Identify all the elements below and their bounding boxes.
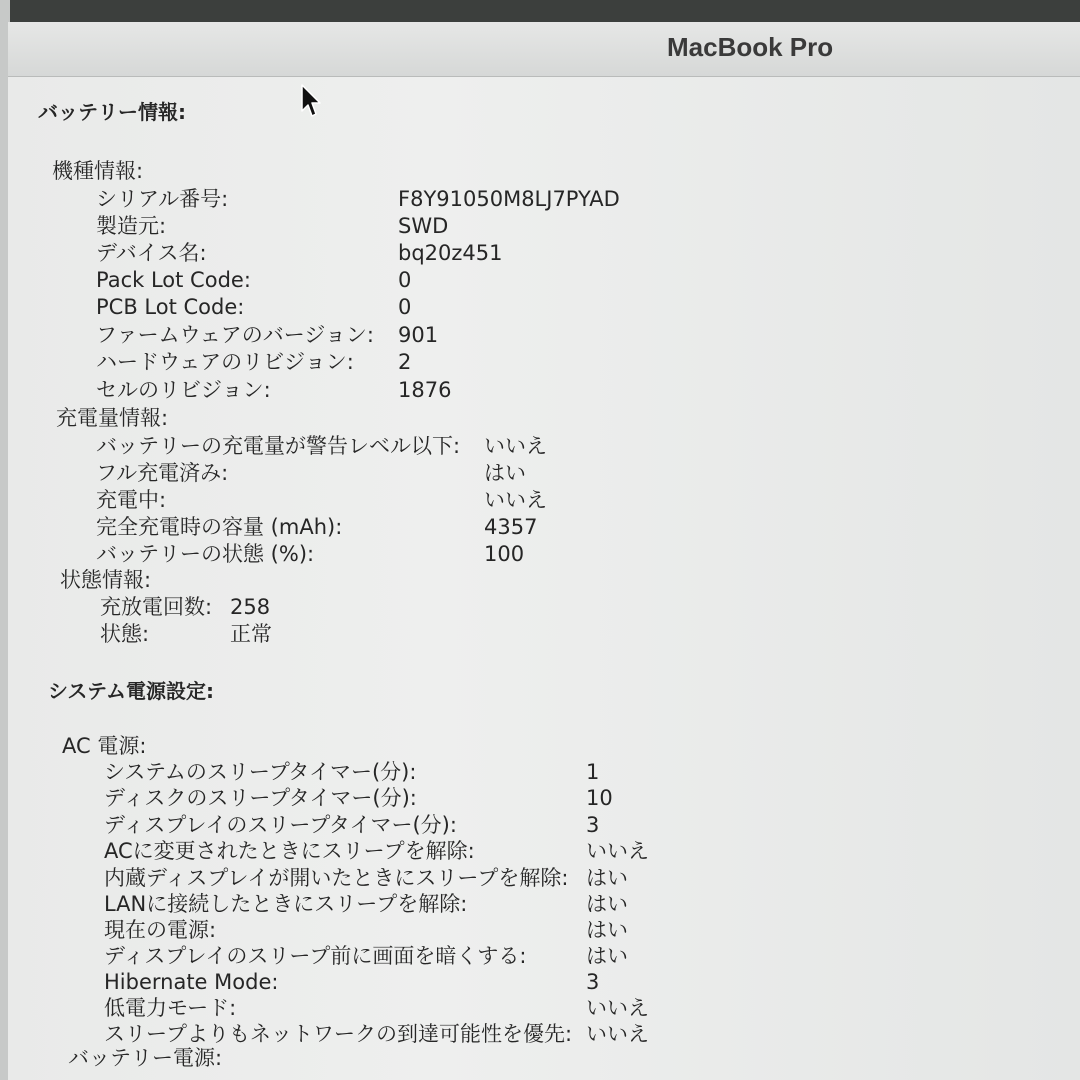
setting-value: 3	[586, 813, 600, 837]
info-label: PCB Lot Code:	[96, 295, 245, 319]
info-label: 充放電回数:	[100, 595, 213, 619]
battery-power-heading: バッテリー電源:	[68, 1046, 223, 1070]
setting-label: 現在の電源:	[104, 918, 217, 942]
info-value: 2	[398, 350, 412, 374]
info-label: 完全充電時の容量 (mAh):	[96, 515, 343, 539]
info-value: 1876	[398, 378, 452, 402]
battery-info-heading: バッテリー情報:	[38, 100, 186, 124]
info-label: 製造元:	[96, 214, 167, 238]
info-value: F8Y91050M8LJ7PYAD	[398, 187, 620, 211]
info-value: 正常	[230, 622, 272, 646]
setting-label: システムのスリープタイマー(分):	[104, 760, 417, 784]
setting-label: ディスプレイのスリープタイマー(分):	[104, 813, 457, 837]
info-label: フル充電済み:	[96, 461, 229, 485]
window-titlebar[interactable]	[8, 22, 1080, 77]
info-label: セルのリビジョン:	[96, 378, 271, 402]
setting-value: いいえ	[586, 839, 649, 863]
setting-label: 内蔵ディスプレイが開いたときにスリープを解除:	[104, 866, 569, 890]
info-label: 充電中:	[96, 488, 167, 512]
setting-label: スリープよりもネットワークの到達可能性を優先:	[104, 1022, 573, 1046]
setting-value: はい	[586, 918, 628, 942]
setting-label: ACに変更されたときにスリープを解除:	[104, 839, 475, 863]
window-title: MacBook Pro	[667, 32, 834, 62]
info-label: ハードウェアのリビジョン:	[96, 350, 354, 374]
model-info-heading: 機種情報:	[52, 159, 144, 183]
setting-label: ディスクのスリープタイマー(分):	[104, 786, 417, 810]
setting-value: いいえ	[586, 996, 649, 1020]
setting-value: 1	[586, 760, 600, 784]
info-label: Pack Lot Code:	[96, 268, 251, 292]
setting-label: LANに接続したときにスリープを解除:	[104, 892, 468, 916]
charge-info-heading: 充電量情報:	[56, 406, 169, 430]
setting-label: 低電力モード:	[104, 996, 237, 1020]
screen-bezel	[0, 0, 1080, 22]
info-value: いいえ	[484, 488, 547, 512]
info-value: 0	[398, 295, 412, 319]
info-value: 901	[398, 323, 439, 347]
info-value: bq20z451	[398, 241, 503, 265]
power-settings-heading: システム電源設定:	[48, 679, 214, 703]
info-label: バッテリーの状態 (%):	[96, 542, 315, 566]
info-value: いいえ	[484, 434, 547, 458]
setting-value: はい	[586, 892, 628, 916]
setting-value: いいえ	[586, 1022, 649, 1046]
info-value: 100	[484, 542, 525, 566]
info-label: ファームウェアのバージョン:	[96, 323, 374, 347]
status-info-heading: 状態情報:	[60, 568, 152, 592]
info-value: はい	[484, 461, 526, 485]
info-value: 4357	[484, 515, 538, 539]
info-label: デバイス名:	[96, 241, 207, 265]
arrow-cursor-icon	[300, 84, 322, 120]
info-label: バッテリーの充電量が警告レベル以下:	[96, 434, 461, 458]
setting-value: はい	[586, 866, 628, 890]
info-value: 0	[398, 268, 412, 292]
info-label: 状態:	[100, 622, 150, 646]
setting-value: 3	[586, 970, 600, 994]
setting-label: Hibernate Mode:	[104, 970, 279, 994]
ac-power-heading: AC 電源:	[62, 734, 147, 758]
info-value: 258	[230, 595, 271, 619]
info-value: SWD	[398, 214, 449, 238]
setting-value: はい	[586, 944, 628, 968]
setting-value: 10	[586, 786, 613, 810]
setting-label: ディスプレイのスリープ前に画面を暗くする:	[104, 944, 527, 968]
info-label: シリアル番号:	[96, 187, 229, 211]
